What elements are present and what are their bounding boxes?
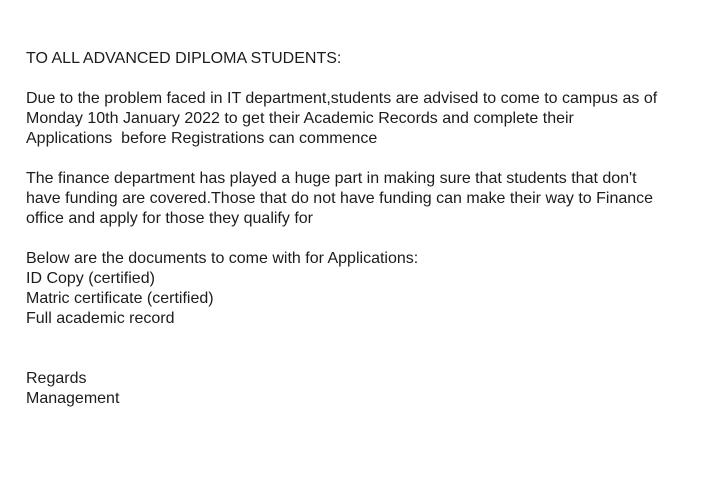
paragraph-line: office and apply for those they qualify for bbox=[26, 210, 313, 227]
documents-intro: Below are the documents to come with for Applications: bbox=[26, 250, 419, 267]
list-item: ID Copy (certified) bbox=[26, 270, 155, 287]
paragraph-line: have funding are covered.Those that do not have funding can make their way to Finance bbox=[26, 190, 654, 207]
list-item: Matric certificate (certified) bbox=[26, 290, 214, 307]
paragraph-line: Applications before Registrations can commence bbox=[26, 130, 378, 147]
paragraph-campus-return bbox=[26, 89, 706, 149]
paragraph-line: The finance department has played a huge part in making sure that students that don't bbox=[26, 170, 637, 187]
closing-text: Regards bbox=[26, 370, 87, 387]
signature-text: Management bbox=[26, 390, 120, 407]
paragraph-finance bbox=[26, 169, 706, 229]
documents-list bbox=[26, 269, 706, 329]
list-item: Full academic record bbox=[26, 310, 175, 327]
notice-document bbox=[26, 49, 706, 409]
spacer bbox=[26, 329, 706, 369]
spacer bbox=[26, 69, 706, 89]
paragraph-line: Due to the problem faced in IT department,students are advised to come to campus as of bbox=[26, 90, 658, 107]
spacer bbox=[26, 229, 706, 249]
notice-heading: TO ALL ADVANCED DIPLOMA STUDENTS: bbox=[26, 50, 342, 67]
spacer bbox=[26, 149, 706, 169]
paragraph-line: Monday 10th January 2022 to get their Academic Records and complete their bbox=[26, 110, 574, 127]
